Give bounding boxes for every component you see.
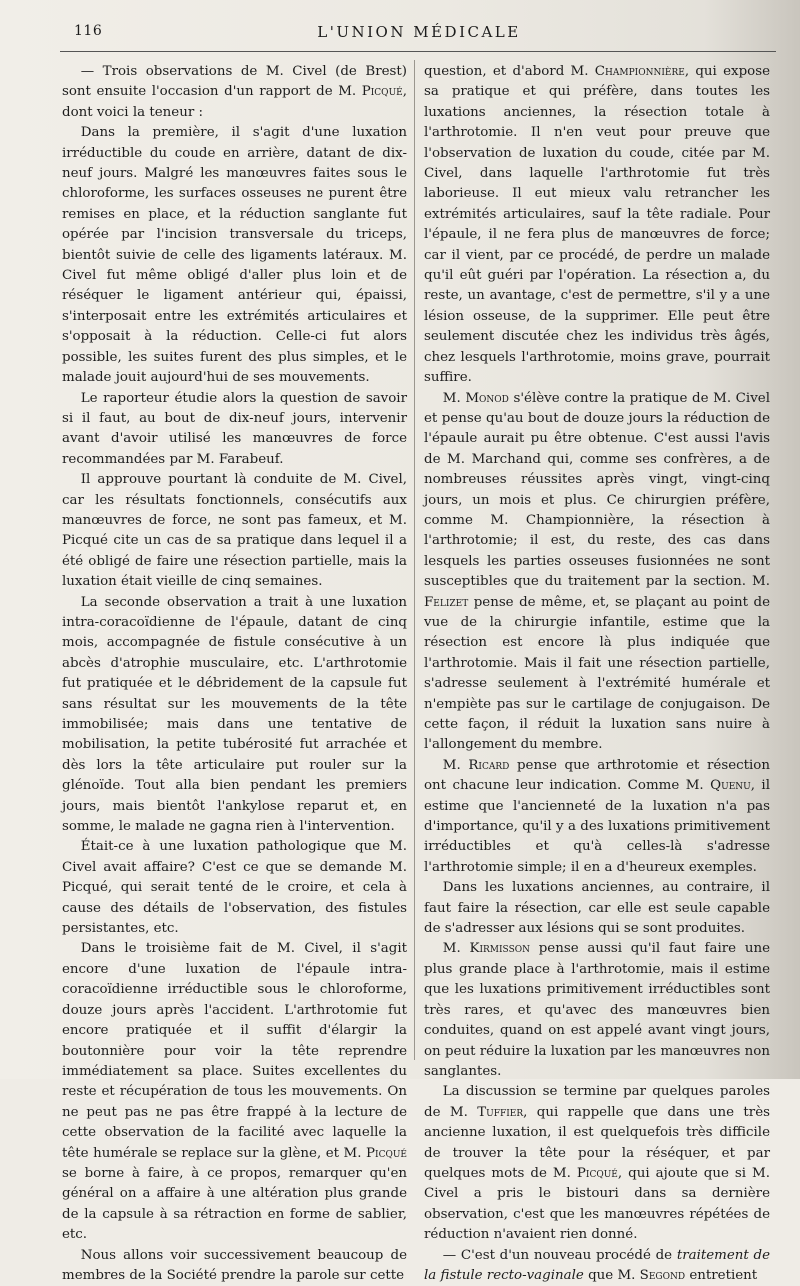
author-name: Monod xyxy=(465,390,509,406)
paragraph xyxy=(424,939,770,1082)
paragraph: Était-ce à une luxation pathologique que M. Civel avait affaire? C'est ce que se demande M. Picqué, qui serait tenté de le croire, et cela à cause des détails de l'observation, des fistules persistantes, etc. xyxy=(62,839,407,937)
text: — C'est d'un nouveau procédé de xyxy=(442,1247,677,1263)
journal-title: L'UNION MÉDICALE xyxy=(317,23,521,41)
author-name: Ricard xyxy=(468,757,510,773)
running-header xyxy=(58,22,780,46)
text: , qui expose sa pratique et qui préfère, dans toutes les luxations anciennes, la résection totale à l'arthrotomie. Il n'en veut pour preuve que l'observation de luxation du coude, citée par M. Civel, dans laquelle l'arthrotomie fut très laborieuse. Il eut mieux valu retrancher les extrémités articulaires, sauf la tête radiale. Pour l'épaule, il ne fera plus de manœuvres de force; car il vient, par ce procédé, de perdre un malade qu'il eût guéri par l'opération. La résection a, du reste, un avantage, c'est de permettre, s'il y a une lésion osseuse, de la supprimer. Elle peut être seulement discutée chez les individus très âgés, chez lesquels l'arthrotomie, moins grave, pourrait suffire. xyxy=(424,64,771,386)
text: Dans le troisième fait de M. Civel, il s'agit encore d'une luxation de l'épaule intra-coracoïdienne irréductible sous le chloroforme, douze jours après l'accident. L'arthrotomie fut encore pratiquée et il suffit d'élargir la boutonnière pour voir la tête reprendre immédiatement sa place. Suites excellentes du reste et récupération de tous les mouvements. On ne peut pas ne pas être frappé à la lecture de cette observation de la facilité avec laquelle la tête humérale se replace sur la glène, et M. xyxy=(62,941,407,1161)
text: , il estime que l'ancienneté de la luxation n'a pas d'importance, qu'il y a des luxations primitivement irréductibles et qu'à celles-là s'adresse l'arthrotomie simple; il en a d'heureux exemples. xyxy=(424,778,770,875)
text: La discussion se termine par quelques paroles de M. xyxy=(424,1084,770,1120)
text: , qui rappelle que dans une très ancienne luxation, il est quelquefois très difficile de trouver la tête pour la réséquer, et par quelques mots de M. xyxy=(424,1104,770,1181)
author-name: Picqué xyxy=(576,1165,618,1181)
left-column xyxy=(62,62,407,1286)
author-name: Quenu xyxy=(710,778,751,794)
text: s'élève contre la pratique de M. Civel et pense qu'au bout de douze jours la réduction de l'épaule aurait pu être obtenue. C'est aussi l'avis de M. Marchand qui, comme ses confrères, a de nombreuses réussites après vingt, vingt-cinq jours, un mois et plus. Ce chirurgien préfère, comme M. Championnière, la résection à l'arthrotomie; il est, du reste, des cas dans lesquels les parties osseuses fusionnées ne sont susceptibles que du traitement par la section. M. xyxy=(424,390,770,590)
paragraph xyxy=(424,756,770,878)
page-number: 116 xyxy=(74,23,103,39)
paragraph xyxy=(62,939,407,1245)
paragraph xyxy=(62,62,407,123)
author-name: Championnière xyxy=(594,64,685,79)
text: M. xyxy=(442,390,466,406)
text: , dont voici la teneur : xyxy=(62,84,407,120)
paragraph: Nous allons voir successivement beaucoup de membres de la Société prendre la parole sur cette xyxy=(62,1247,407,1283)
text: que M. xyxy=(583,1267,640,1283)
text: entretient xyxy=(685,1267,758,1283)
text: M. xyxy=(442,941,470,957)
author-name: Picqué xyxy=(366,1145,407,1161)
text: — Trois observations de M. Civel (de Brest) sont ensuite l'occasion d'un rapport de M. xyxy=(62,64,407,100)
right-column xyxy=(424,62,770,1286)
paragraph xyxy=(424,62,770,389)
paragraph xyxy=(424,1246,770,1286)
author-name: Kirmisson xyxy=(469,941,530,957)
column-divider xyxy=(414,60,415,1060)
author-name: Segond xyxy=(639,1267,686,1283)
paragraph: Le raporteur étudie alors la question de savoir si il faut, au bout de dix-neuf jours, intervenir avant d'avoir utilisé les manœuvres de force recommandées par M. Farabeuf. xyxy=(62,390,407,467)
text: , qui ajoute que si M. Civel a pris le bistouri dans sa dernière observation, c'est que les manœuvres répétées de réduction n'avaient rien donné. xyxy=(424,1165,771,1243)
italic-title: traitement de la fistule recto-vaginale xyxy=(424,1247,770,1283)
text: pense aussi qu'il faut faire une plus grande place à l'arthrotomie, mais il estime que les luxations primitivement irréductibles sont très rares, et qu'avec des manœuvres bien conduites, quand on est appelé avant vingt jours, on peut réduire la luxation par les manœuvres non sanglantes. xyxy=(424,941,770,1079)
text: question, et d'abord M. xyxy=(424,64,595,79)
text: se borne à faire, à ce propos, remarquer qu'en général on a affaire à une altération plus grande de la capsule à sa rétraction en forme de sablier, etc. xyxy=(62,1165,407,1243)
text: pense de même, et, se plaçant au point de vue de la chirurgie infantile, estime que la résection est encore là plus indiquée que l'arthrotomie. Mais il fait une résection partielle, s'adresse seulement à l'extrémité humérale et n'empiète pas sur le cartilage de conjugaison. De cette façon, il réduit la luxation sans nuire à l'allongement du membre. xyxy=(424,594,770,753)
paragraph: Dans la première, il s'agit d'une luxation irréductible du coude en arrière, datant de dix-neuf jours. Malgré les manœuvres faites sous le chloroforme, les surfaces osseuses ne purent être remises en place, et la réduction sanglante fut opérée par l'incision transversale du triceps, bientôt suivie de celle des ligaments latéraux. M. Civel fut même obligé d'aller plus loin et de réséquer le ligament antérieur qui, épaissi, s'interposait entre les extrémités articulaires et s'opposait à la réduction. Celle-ci fut alors possible, les suites furent des plus simples, et le malade jouit aujourd'hui de ses mouvements. xyxy=(62,125,407,386)
author-name: Felizet xyxy=(424,594,469,610)
paragraph xyxy=(424,1082,770,1245)
text: M. xyxy=(442,757,469,773)
author-name: Tuffier xyxy=(477,1104,524,1120)
paragraph: Dans les luxations anciennes, au contraire, il faut faire la résection, car elle est seule capable de s'adresser aux lésions qui se sont produites. xyxy=(424,880,770,937)
paragraph: La seconde observation a trait à une luxation intra-coracoïdienne de l'épaule, datant de cinq mois, accompagnée de fistule consécutive à un abcès d'atrophie musculaire, etc. L'arthrotomie fut pratiquée et le débridement de la capsule fut sans résultat sur les mouvements de la tête immobilisée; mais dans une tentative de mobilisation, la petite tubérosité fut arrachée et dès lors la tête articulaire put rouler sur la glénoïde. Tout alla bien pendant les premiers jours, mais bientôt l'ankylose reparut et, en somme, le malade ne gagna rien à l'intervention. xyxy=(62,594,407,835)
paragraph: Il approuve pourtant là conduite de M. Civel, car les résultats fonctionnels, consécutifs aux manœuvres de force, ne sont pas fameux, et M. Picqué cite un cas de sa pratique dans lequel il a été obligé de faire une résection partielle, mais la luxation était vieille de cinq semaines. xyxy=(62,472,407,590)
header-rule xyxy=(60,51,776,52)
paragraph xyxy=(424,389,770,756)
author-name: Picqué xyxy=(361,84,403,100)
text: pense que arthrotomie et résection ont chacune leur indication. Comme M. xyxy=(424,757,770,794)
